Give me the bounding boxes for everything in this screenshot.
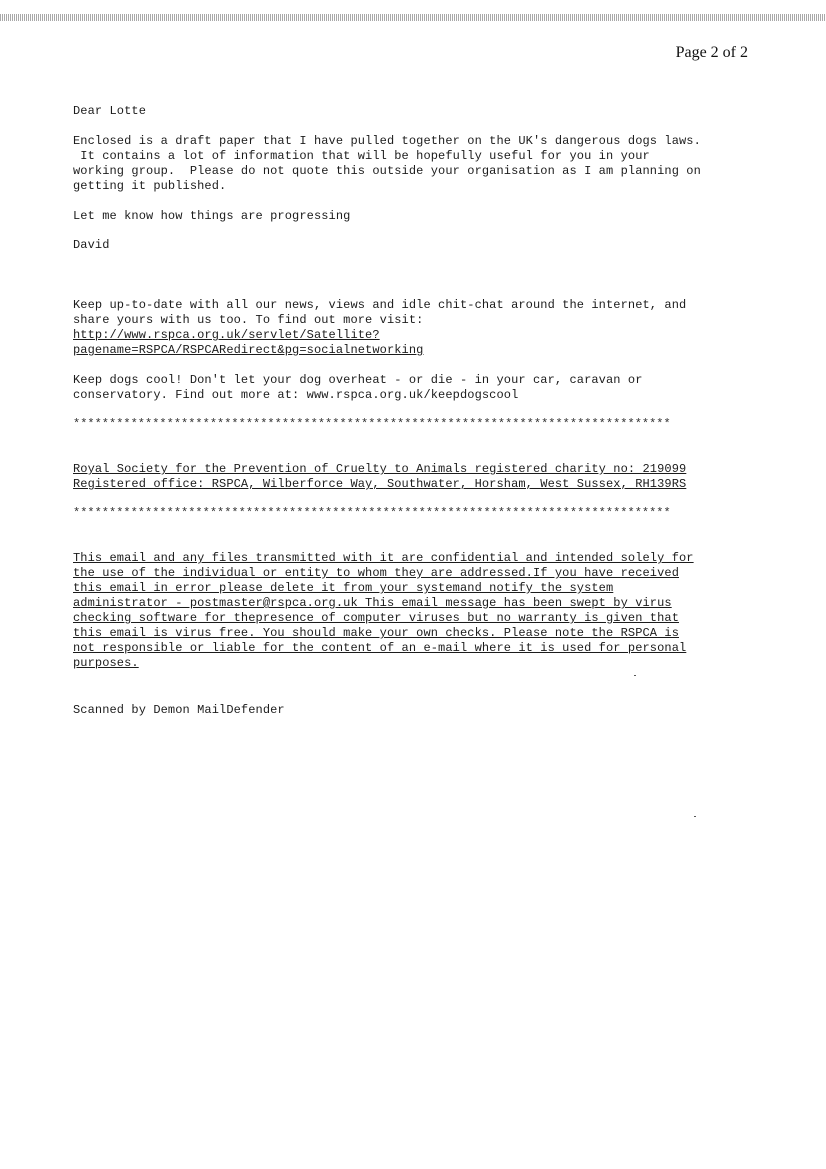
- signature-name: David: [73, 238, 110, 252]
- social-network-link[interactable]: http://www.rspca.org.uk/servlet/Satellite? pagename=RSPCA/RSPCARedirect&pg=socialnetworking: [73, 328, 424, 357]
- scan-edge-artifact: [0, 14, 826, 21]
- progress-line: Let me know how things are progressing: [73, 209, 351, 223]
- social-paragraph: [73, 298, 686, 358]
- scanned-by-text: Scanned by Demon MailDefender: [73, 703, 285, 717]
- scan-speck: [694, 816, 696, 817]
- separator-bottom: ***********************************************************************************: [73, 506, 671, 520]
- greeting: Dear Lotte: [73, 104, 147, 118]
- body-paragraph: Enclosed is a draft paper that I have pulled together on the UK's dangerous dogs laws. It contains a lot of information that will be hopefully useful for you in your working group. Please do not quote this outside your organisation as I am planning on getting it published.: [73, 134, 701, 193]
- confidentiality-disclaimer: This email and any files transmitted with it are confidential and intended solely for the use of the individual or entity to whom they are addressed.If you have received this email in error please delete it from your systemand notify the system administrator - postmaster@rspca.org.uk This email message has been swept by virus checking software for thepresence of computer viruses but no warranty is given that this email is virus free. You should make your own checks. Please note the RSPCA is not responsible or liable for the content of an e-mail where it is used for personal purposes.: [73, 551, 694, 670]
- charity-registration: Royal Society for the Prevention of Cruelty to Animals registered charity no: 219099 Registered office: RSPCA, Wilberforce Way, Southwater, Horsham, West Sussex, RH139RS: [73, 462, 687, 491]
- page-number: Page 2 of 2: [675, 44, 748, 61]
- scanned-by-line: [73, 703, 285, 718]
- scan-speck: [634, 675, 636, 676]
- keep-dogs-cool-paragraph: Keep dogs cool! Don't let your dog overheat - or die - in your car, caravan or conservatory. Find out more at: www.rspca.org.uk/keepdogscool: [73, 373, 643, 402]
- separator-top: ***********************************************************************************: [73, 417, 671, 431]
- social-text: Keep up-to-date with all our news, views and idle chit-chat around the internet, and share yours with us too. To find out more visit:: [73, 298, 687, 327]
